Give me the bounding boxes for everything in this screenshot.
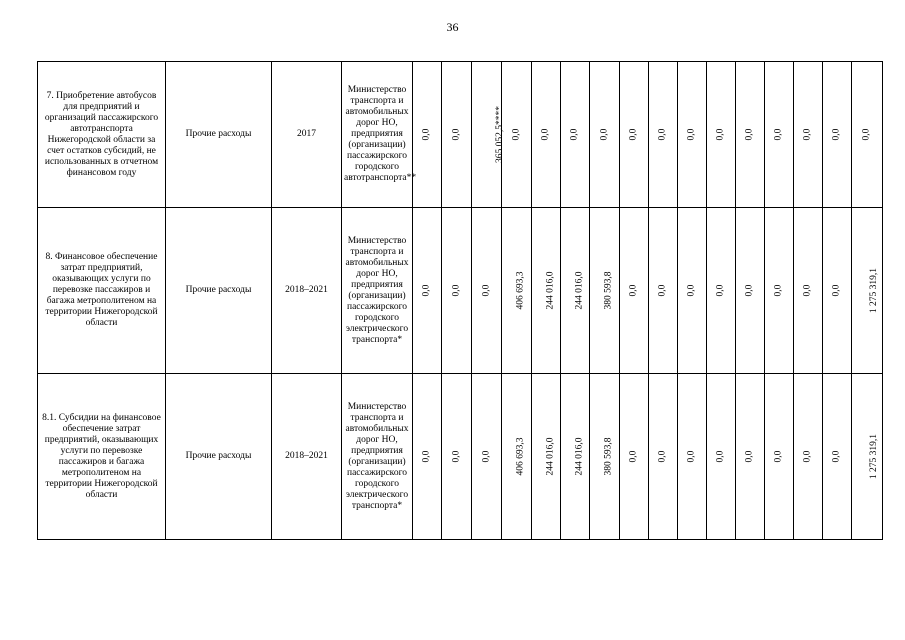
value-text: 0,0 [686,450,697,463]
value-cell [765,374,794,540]
expense-type-cell: Прочие расходы [166,208,272,374]
value-text: 0,0 [657,284,668,297]
value-cell [678,62,707,208]
value-cell [620,208,649,374]
value-text: 0,0 [773,450,784,463]
value-cell [502,208,532,374]
responsible-cell: Министерство транспорта и автомобильных дорог НО, предприятия (организации) пассажирского городского электрического транспорта* [342,208,413,374]
value-cell [590,374,620,540]
value-text: 0,0 [802,450,813,463]
table-row [38,62,883,208]
value-text: 0,0 [569,128,580,141]
value-cell [620,374,649,540]
value-text: 1 275 319,1 [869,267,880,314]
value-cell [678,374,707,540]
value-text: 0,0 [657,450,668,463]
value-text: 0,0 [481,450,491,463]
value-cell [472,208,502,374]
value-text: 0,0 [831,284,842,297]
value-text: 244 016,0 [545,271,556,310]
value-text: 0,0 [599,128,609,141]
value-cell [678,208,707,374]
value-cell [532,374,561,540]
value-cell [532,62,561,208]
value-cell [736,62,765,208]
value-text: 0,0 [451,450,461,463]
value-cell [620,62,649,208]
value-text: 1 275 319,1 [869,433,880,480]
value-text: 0,0 [511,128,521,141]
value-cell [765,208,794,374]
value-text: 0,0 [481,284,491,297]
value-text: 380 593,8 [603,271,614,310]
value-cell [823,208,852,374]
period-cell: 2018–2021 [272,374,342,540]
value-text: 380 593,8 [603,437,614,476]
value-text: 0,0 [861,128,872,141]
value-text: 0,0 [802,128,813,141]
value-text: 0,0 [773,128,784,141]
value-text: 0,0 [628,284,639,297]
measure-name-cell: 8. Финансовое обеспечение затрат предприятий, оказывающих услуги по перевозке пассажиров и багажа метрополитеном на территории Нижегородской области [38,208,166,374]
value-text: 0,0 [715,450,726,463]
value-text: 0,0 [628,450,639,463]
value-text: 244 016,0 [545,437,556,476]
value-cell [502,374,532,540]
table-row [38,374,883,540]
value-text: 0,0 [744,450,755,463]
value-cell [649,208,678,374]
value-text: 244 016,0 [574,271,585,310]
value-text: 0,0 [802,284,813,297]
value-cell [561,208,590,374]
value-cell [590,62,620,208]
value-text: 0,0 [831,128,842,141]
value-cell [649,374,678,540]
value-cell [590,208,620,374]
value-cell [561,62,590,208]
value-cell [413,374,442,540]
value-text: 0,0 [773,284,784,297]
value-text: 0,0 [628,128,639,141]
value-text: 0,0 [657,128,668,141]
value-cell [794,62,823,208]
value-text: 0,0 [421,450,432,463]
value-cell [649,62,678,208]
value-cell [823,374,852,540]
value-text: 0,0 [744,128,755,141]
page-number: 36 [446,20,459,34]
value-text: 0,0 [744,284,755,297]
value-cell [472,374,502,540]
value-text: 0,0 [451,128,461,141]
value-cell [502,62,532,208]
value-cell [707,62,736,208]
value-cell [707,208,736,374]
expense-type-cell: Прочие расходы [166,374,272,540]
responsible-cell: Министерство транспорта и автомобильных дорог НО, предприятия (организации) пассажирского городского электрического транспорта* [342,374,413,540]
value-text: 0,0 [715,128,726,141]
value-text: 0,0 [831,450,842,463]
responsible-cell: Министерство транспорта и автомобильных дорог НО, предприятия (организации) пассажирского городского автотранспорта** [342,62,413,208]
period-cell: 2017 [272,62,342,208]
value-text: 406 693,3 [515,271,526,310]
value-text: 0,0 [421,128,432,141]
value-text: 0,0 [715,284,726,297]
value-text: 0,0 [686,128,697,141]
value-cell [413,208,442,374]
value-text: 244 016,0 [574,437,585,476]
measure-name-cell: 7. Приобретение автобусов для предприятий и организаций пассажирского автотранспорта Нижегородской области за счет остатков субсидий, не использованных в отчетном финансовом году [38,62,166,208]
period-cell: 2018–2021 [272,208,342,374]
value-cell [413,62,442,208]
value-text: 0,0 [451,284,461,297]
value-cell [442,374,472,540]
value-cell [561,374,590,540]
value-text: 0,0 [540,128,551,141]
value-cell [472,62,505,208]
value-cell [794,208,823,374]
value-cell [532,208,561,374]
program-budget-table [37,61,883,540]
value-text: 0,0 [421,284,432,297]
value-cell [794,374,823,540]
value-cell [852,374,883,540]
expense-type-cell: Прочие расходы [166,62,272,208]
value-cell [707,374,736,540]
value-cell [736,208,765,374]
value-cell [442,208,472,374]
value-cell [765,62,794,208]
measure-name-cell: 8.1. Субсидии на финансовое обеспечение затрат предприятий, оказывающих услуги по перевозке пассажиров и багажа метрополитеном на территории Нижегородской области [38,374,166,540]
value-cell [442,62,472,208]
value-text: 0,0 [686,284,697,297]
value-cell [852,62,883,208]
value-cell [823,62,852,208]
value-cell [852,208,883,374]
value-cell [736,374,765,540]
value-text: 406 693,3 [515,437,526,476]
table-row [38,208,883,374]
value-text: 365 052,5**** [495,106,505,163]
